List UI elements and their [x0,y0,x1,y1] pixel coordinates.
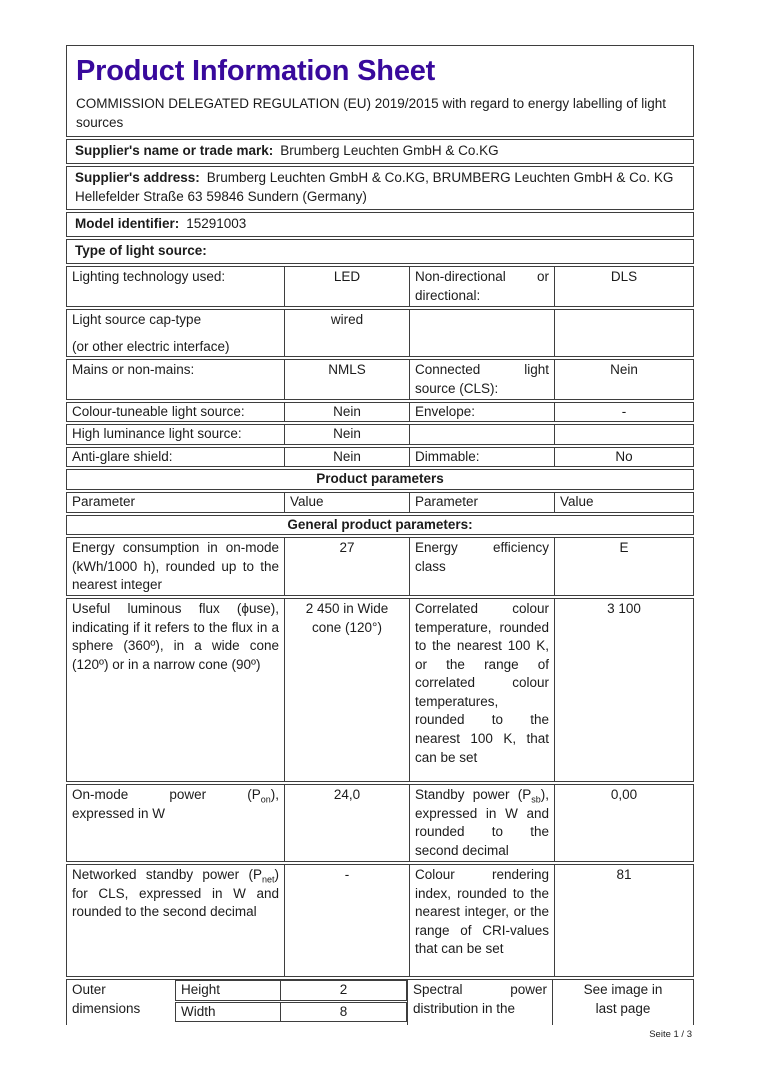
envelope-label: Envelope: [409,403,554,422]
col-header-parameter-2: Parameter [409,493,554,512]
energy-consumption-label: Energy consumption in on-mode (kWh/1000 h), rounded up to the nearest integer [72,540,279,593]
col-header-parameter-1: Parameter [72,493,136,509]
high-luminance-row [66,424,694,445]
standby-power-value: 0,00 [554,785,693,861]
envelope-value: - [554,403,693,422]
dimmable-label: Dimmable: [409,448,554,467]
networked-standby-value: - [284,865,409,976]
height-label: Height [181,981,221,997]
outer-dimensions-height-row [175,980,407,1001]
spectral-power-value: See image in last page [552,980,693,1025]
energy-consumption-row [66,537,694,596]
luminous-flux-value: 2 450 in Wide cone (120°) [284,599,409,781]
outer-dimensions-subtable [175,980,407,1025]
cls-label: Connected light source (CLS): [409,360,554,398]
mains-row [66,359,694,399]
model-identifier-label: Model identifier: [75,216,180,232]
directionality-value: DLS [554,267,693,306]
energy-class-value: E [554,538,693,595]
networked-standby-row [66,864,694,977]
high-luminance-empty-param [409,425,554,444]
spectral-power-label: Spectral power distribution in the [407,980,552,1025]
type-of-light-source-row [66,239,694,264]
outer-dimensions-row [66,979,694,1025]
page-number: Seite 1 / 3 [649,1028,692,1040]
colour-tuneable-label: Colour-tuneable light source: [72,403,245,419]
high-luminance-label: High luminance light source: [72,426,242,442]
cri-label: Colour rendering index, rounded to the nearest integer, or the range of CRI-values that can be set [409,865,554,976]
mains-value: NMLS [284,360,409,398]
colour-tuneable-value: Nein [284,403,409,422]
supplier-name-label: Supplier's name or trade mark: [75,143,274,159]
model-identifier-row [66,212,694,237]
supplier-name-value: Brumberg Leuchten GmbH & Co.KG [280,143,499,159]
on-mode-power-row [66,784,694,862]
width-label: Width [181,1003,216,1019]
high-luminance-value: Nein [284,425,409,444]
column-headers-row [66,492,694,513]
outer-dimensions-width-row [175,1002,407,1023]
col-header-value-1: Value [284,493,409,512]
page-title: Product Information Sheet [76,55,436,87]
lighting-technology-value: LED [284,267,409,306]
cct-label: Correlated colour temperature, rounded to the nearest 100 K, or the range of correlated colour temperatures, rounded to the nearest 100 K, that can be set [409,599,554,781]
energy-class-label: Energy efficiency class [409,538,554,595]
dimmable-value: No [554,448,693,467]
regulation-subtitle: COMMISSION DELEGATED REGULATION (EU) 2019/2015 with regard to energy labelling of light sources [76,96,666,130]
col-header-value-2: Value [554,493,693,512]
width-value: 8 [280,1003,406,1022]
directionality-label: Non-directional or directional: [409,267,554,306]
colour-tuneable-row [66,402,694,423]
luminous-flux-row [66,598,694,782]
anti-glare-label: Anti-glare shield: [72,448,173,464]
supplier-name-row [66,139,694,164]
mains-label: Mains or non-mains: [72,362,195,378]
lighting-technology-label: Lighting technology used: [72,269,226,285]
luminous-flux-label: Useful luminous flux (ϕuse), indicating if it refers to the flux in a sphere (360º), in a wide cone (120º) or in a narrow cone (90º) [72,600,279,672]
outer-dimensions-label: Outer dimensions [72,981,141,1016]
title-block [66,45,694,137]
anti-glare-value: Nein [284,448,409,467]
lighting-technology-row [66,266,694,307]
on-mode-power-label: On-mode power $(P_{on})$, expressed in W [72,786,279,821]
cls-value: Nein [554,360,693,398]
model-identifier-value: 15291003 [186,216,247,232]
cap-type-row [66,309,694,357]
supplier-address-value: Brumberg Leuchten GmbH & Co.KG, BRUMBERG Leuchten GmbH & Co. KG Hellefelder Straße 63 59846 Sundern (Germany) [75,170,674,204]
cap-type-label: Light source cap-type (or other electric interface) [72,312,230,354]
high-luminance-empty-value [554,425,693,444]
product-parameters-header: Product parameters [66,469,694,490]
energy-consumption-value: 27 [284,538,409,595]
height-value: 2 [280,981,406,1000]
cap-type-empty-value [554,310,693,356]
cct-value: 3 100 [554,599,693,781]
type-of-light-source-label: Type of light source: [75,243,207,259]
cap-type-value: wired [284,310,409,356]
general-product-parameters-header: General product parameters: [66,515,694,536]
standby-power-label: Standby power $(P_{sb})$, expressed in W and rounded to the second decimal [409,785,554,861]
networked-standby-label: Networked standby power $(P_{net})$ for CLS, expressed in W and rounded to the second decimal [72,866,279,920]
supplier-address-row [66,166,694,210]
supplier-address-label: Supplier's address: [75,170,200,186]
anti-glare-row [66,447,694,468]
product-information-sheet [66,45,694,1040]
cri-value: 81 [554,865,693,976]
cap-type-empty-param [409,310,554,356]
on-mode-power-value: 24,0 [284,785,409,861]
